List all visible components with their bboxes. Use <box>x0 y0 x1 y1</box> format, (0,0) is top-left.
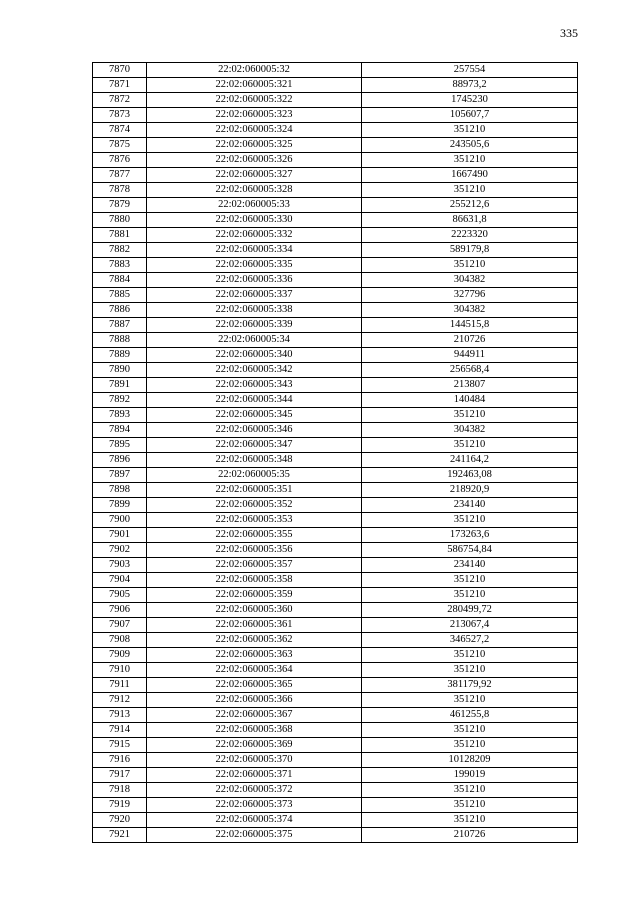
row-number-cell: 7871 <box>93 78 147 93</box>
row-number-cell: 7896 <box>93 453 147 468</box>
row-number-cell: 7887 <box>93 318 147 333</box>
row-number-cell: 7881 <box>93 228 147 243</box>
table-row <box>93 183 578 198</box>
value-cell: 351210 <box>362 183 578 198</box>
row-number-cell: 7910 <box>93 663 147 678</box>
value-cell: 351210 <box>362 783 578 798</box>
table-row <box>93 363 578 378</box>
row-number-cell: 7899 <box>93 498 147 513</box>
value-cell: 10128209 <box>362 753 578 768</box>
value-cell: 140484 <box>362 393 578 408</box>
cadastral-number-cell: 22:02:060005:371 <box>147 768 362 783</box>
cadastral-number-cell: 22:02:060005:358 <box>147 573 362 588</box>
cadastral-number-cell: 22:02:060005:369 <box>147 738 362 753</box>
page-number: 335 <box>560 26 578 40</box>
cadastral-number-cell: 22:02:060005:345 <box>147 408 362 423</box>
cadastral-number-cell: 22:02:060005:367 <box>147 708 362 723</box>
value-cell: 199019 <box>362 768 578 783</box>
table-row <box>93 558 578 573</box>
table-row <box>93 528 578 543</box>
table-row <box>93 228 578 243</box>
row-number-cell: 7893 <box>93 408 147 423</box>
cadastral-number-cell: 22:02:060005:326 <box>147 153 362 168</box>
value-cell: 351210 <box>362 123 578 138</box>
value-cell: 2223320 <box>362 228 578 243</box>
value-cell: 243505,6 <box>362 138 578 153</box>
value-cell: 346527,2 <box>362 633 578 648</box>
row-number-cell: 7908 <box>93 633 147 648</box>
cadastral-number-cell: 22:02:060005:356 <box>147 543 362 558</box>
value-cell: 210726 <box>362 333 578 348</box>
row-number-cell: 7892 <box>93 393 147 408</box>
table-row <box>93 663 578 678</box>
cadastral-number-cell: 22:02:060005:343 <box>147 378 362 393</box>
cadastral-number-cell: 22:02:060005:33 <box>147 198 362 213</box>
row-number-cell: 7877 <box>93 168 147 183</box>
value-cell: 256568,4 <box>362 363 578 378</box>
cadastral-number-cell: 22:02:060005:325 <box>147 138 362 153</box>
table-row <box>93 483 578 498</box>
value-cell: 589179,8 <box>362 243 578 258</box>
table-row <box>93 603 578 618</box>
value-cell: 586754,84 <box>362 543 578 558</box>
row-number-cell: 7894 <box>93 423 147 438</box>
value-cell: 351210 <box>362 438 578 453</box>
cadastral-number-cell: 22:02:060005:360 <box>147 603 362 618</box>
row-number-cell: 7870 <box>93 63 147 78</box>
row-number-cell: 7912 <box>93 693 147 708</box>
value-cell: 1745230 <box>362 93 578 108</box>
value-cell: 144515,8 <box>362 318 578 333</box>
value-cell: 255212,6 <box>362 198 578 213</box>
value-cell: 351210 <box>362 648 578 663</box>
table-row <box>93 288 578 303</box>
value-cell: 351210 <box>362 513 578 528</box>
row-number-cell: 7880 <box>93 213 147 228</box>
table-row <box>93 153 578 168</box>
row-number-cell: 7911 <box>93 678 147 693</box>
table-row <box>93 678 578 693</box>
table-row <box>93 618 578 633</box>
value-cell: 257554 <box>362 63 578 78</box>
table-row <box>93 138 578 153</box>
value-cell: 234140 <box>362 498 578 513</box>
table-row <box>93 333 578 348</box>
value-cell: 944911 <box>362 348 578 363</box>
row-number-cell: 7921 <box>93 828 147 843</box>
value-cell: 381179,92 <box>362 678 578 693</box>
value-cell: 304382 <box>362 303 578 318</box>
table-row <box>93 738 578 753</box>
cadastral-number-cell: 22:02:060005:328 <box>147 183 362 198</box>
cadastral-number-cell: 22:02:060005:344 <box>147 393 362 408</box>
cadastral-number-cell: 22:02:060005:340 <box>147 348 362 363</box>
cadastral-number-cell: 22:02:060005:339 <box>147 318 362 333</box>
table-row <box>93 753 578 768</box>
table-row <box>93 423 578 438</box>
table-row <box>93 633 578 648</box>
row-number-cell: 7878 <box>93 183 147 198</box>
row-number-cell: 7891 <box>93 378 147 393</box>
table-row <box>93 393 578 408</box>
value-cell: 351210 <box>362 588 578 603</box>
table-row <box>93 573 578 588</box>
table-row <box>93 258 578 273</box>
cadastral-number-cell: 22:02:060005:362 <box>147 633 362 648</box>
value-cell: 86631,8 <box>362 213 578 228</box>
table-row <box>93 588 578 603</box>
cadastral-number-cell: 22:02:060005:327 <box>147 168 362 183</box>
row-number-cell: 7898 <box>93 483 147 498</box>
value-cell: 327796 <box>362 288 578 303</box>
row-number-cell: 7897 <box>93 468 147 483</box>
cadastral-number-cell: 22:02:060005:347 <box>147 438 362 453</box>
cadastral-number-cell: 22:02:060005:34 <box>147 333 362 348</box>
value-cell: 351210 <box>362 813 578 828</box>
cadastral-number-cell: 22:02:060005:366 <box>147 693 362 708</box>
row-number-cell: 7915 <box>93 738 147 753</box>
cadastral-number-cell: 22:02:060005:361 <box>147 618 362 633</box>
cadastral-number-cell: 22:02:060005:351 <box>147 483 362 498</box>
table-row <box>93 168 578 183</box>
value-cell: 351210 <box>362 408 578 423</box>
row-number-cell: 7919 <box>93 798 147 813</box>
row-number-cell: 7879 <box>93 198 147 213</box>
cadastral-number-cell: 22:02:060005:374 <box>147 813 362 828</box>
table-row <box>93 783 578 798</box>
table-row <box>93 438 578 453</box>
table-row <box>93 708 578 723</box>
value-cell: 105607,7 <box>362 108 578 123</box>
cadastral-number-cell: 22:02:060005:368 <box>147 723 362 738</box>
cadastral-number-cell: 22:02:060005:330 <box>147 213 362 228</box>
cadastral-number-cell: 22:02:060005:324 <box>147 123 362 138</box>
value-cell: 351210 <box>362 153 578 168</box>
row-number-cell: 7875 <box>93 138 147 153</box>
row-number-cell: 7872 <box>93 93 147 108</box>
cadastral-number-cell: 22:02:060005:370 <box>147 753 362 768</box>
table-row <box>93 648 578 663</box>
table-body <box>93 63 578 843</box>
cadastral-number-cell: 22:02:060005:342 <box>147 363 362 378</box>
value-cell: 351210 <box>362 258 578 273</box>
cadastral-number-cell: 22:02:060005:364 <box>147 663 362 678</box>
table-row <box>93 318 578 333</box>
cadastral-number-cell: 22:02:060005:353 <box>147 513 362 528</box>
table-row <box>93 198 578 213</box>
table-row <box>93 768 578 783</box>
value-cell: 280499,72 <box>362 603 578 618</box>
cadastral-number-cell: 22:02:060005:35 <box>147 468 362 483</box>
table-row <box>93 498 578 513</box>
table-row <box>93 378 578 393</box>
value-cell: 234140 <box>362 558 578 573</box>
value-cell: 304382 <box>362 423 578 438</box>
table-row <box>93 453 578 468</box>
row-number-cell: 7905 <box>93 588 147 603</box>
cadastral-number-cell: 22:02:060005:352 <box>147 498 362 513</box>
cadastral-number-cell: 22:02:060005:323 <box>147 108 362 123</box>
table-row <box>93 693 578 708</box>
row-number-cell: 7890 <box>93 363 147 378</box>
row-number-cell: 7884 <box>93 273 147 288</box>
table-row <box>93 723 578 738</box>
value-cell: 213067,4 <box>362 618 578 633</box>
value-cell: 210726 <box>362 828 578 843</box>
value-cell: 351210 <box>362 738 578 753</box>
row-number-cell: 7904 <box>93 573 147 588</box>
cadastral-number-cell: 22:02:060005:348 <box>147 453 362 468</box>
row-number-cell: 7889 <box>93 348 147 363</box>
row-number-cell: 7901 <box>93 528 147 543</box>
cadastral-number-cell: 22:02:060005:365 <box>147 678 362 693</box>
row-number-cell: 7902 <box>93 543 147 558</box>
table-row <box>93 78 578 93</box>
row-number-cell: 7886 <box>93 303 147 318</box>
cadastral-number-cell: 22:02:060005:363 <box>147 648 362 663</box>
row-number-cell: 7917 <box>93 768 147 783</box>
cadastral-number-cell: 22:02:060005:375 <box>147 828 362 843</box>
row-number-cell: 7909 <box>93 648 147 663</box>
table-row <box>93 798 578 813</box>
table-row <box>93 93 578 108</box>
cadastral-number-cell: 22:02:060005:372 <box>147 783 362 798</box>
table-row <box>93 828 578 843</box>
table-row <box>93 468 578 483</box>
row-number-cell: 7906 <box>93 603 147 618</box>
cadastral-number-cell: 22:02:060005:359 <box>147 588 362 603</box>
value-cell: 173263,6 <box>362 528 578 543</box>
row-number-cell: 7885 <box>93 288 147 303</box>
value-cell: 351210 <box>362 573 578 588</box>
row-number-cell: 7914 <box>93 723 147 738</box>
cadastral-number-cell: 22:02:060005:357 <box>147 558 362 573</box>
cadastral-table <box>92 62 578 843</box>
cadastral-number-cell: 22:02:060005:346 <box>147 423 362 438</box>
cadastral-number-cell: 22:02:060005:337 <box>147 288 362 303</box>
table-row <box>93 243 578 258</box>
cadastral-number-cell: 22:02:060005:32 <box>147 63 362 78</box>
row-number-cell: 7900 <box>93 513 147 528</box>
row-number-cell: 7916 <box>93 753 147 768</box>
table-row <box>93 543 578 558</box>
row-number-cell: 7876 <box>93 153 147 168</box>
cadastral-number-cell: 22:02:060005:334 <box>147 243 362 258</box>
row-number-cell: 7874 <box>93 123 147 138</box>
table-row <box>93 63 578 78</box>
value-cell: 351210 <box>362 798 578 813</box>
table-row <box>93 108 578 123</box>
table-row <box>93 513 578 528</box>
table-row <box>93 813 578 828</box>
value-cell: 241164,2 <box>362 453 578 468</box>
row-number-cell: 7873 <box>93 108 147 123</box>
row-number-cell: 7888 <box>93 333 147 348</box>
row-number-cell: 7882 <box>93 243 147 258</box>
cadastral-number-cell: 22:02:060005:338 <box>147 303 362 318</box>
value-cell: 351210 <box>362 693 578 708</box>
value-cell: 218920,9 <box>362 483 578 498</box>
cadastral-number-cell: 22:02:060005:322 <box>147 93 362 108</box>
value-cell: 192463,08 <box>362 468 578 483</box>
value-cell: 213807 <box>362 378 578 393</box>
row-number-cell: 7907 <box>93 618 147 633</box>
row-number-cell: 7903 <box>93 558 147 573</box>
value-cell: 88973,2 <box>362 78 578 93</box>
cadastral-number-cell: 22:02:060005:321 <box>147 78 362 93</box>
cadastral-number-cell: 22:02:060005:336 <box>147 273 362 288</box>
row-number-cell: 7918 <box>93 783 147 798</box>
table-row <box>93 348 578 363</box>
value-cell: 461255,8 <box>362 708 578 723</box>
table-row <box>93 213 578 228</box>
row-number-cell: 7883 <box>93 258 147 273</box>
cadastral-number-cell: 22:02:060005:335 <box>147 258 362 273</box>
row-number-cell: 7920 <box>93 813 147 828</box>
cadastral-number-cell: 22:02:060005:332 <box>147 228 362 243</box>
value-cell: 351210 <box>362 723 578 738</box>
table-row <box>93 273 578 288</box>
value-cell: 1667490 <box>362 168 578 183</box>
row-number-cell: 7913 <box>93 708 147 723</box>
cadastral-number-cell: 22:02:060005:373 <box>147 798 362 813</box>
value-cell: 304382 <box>362 273 578 288</box>
row-number-cell: 7895 <box>93 438 147 453</box>
value-cell: 351210 <box>362 663 578 678</box>
cadastral-number-cell: 22:02:060005:355 <box>147 528 362 543</box>
table-row <box>93 408 578 423</box>
table-row <box>93 303 578 318</box>
table-row <box>93 123 578 138</box>
